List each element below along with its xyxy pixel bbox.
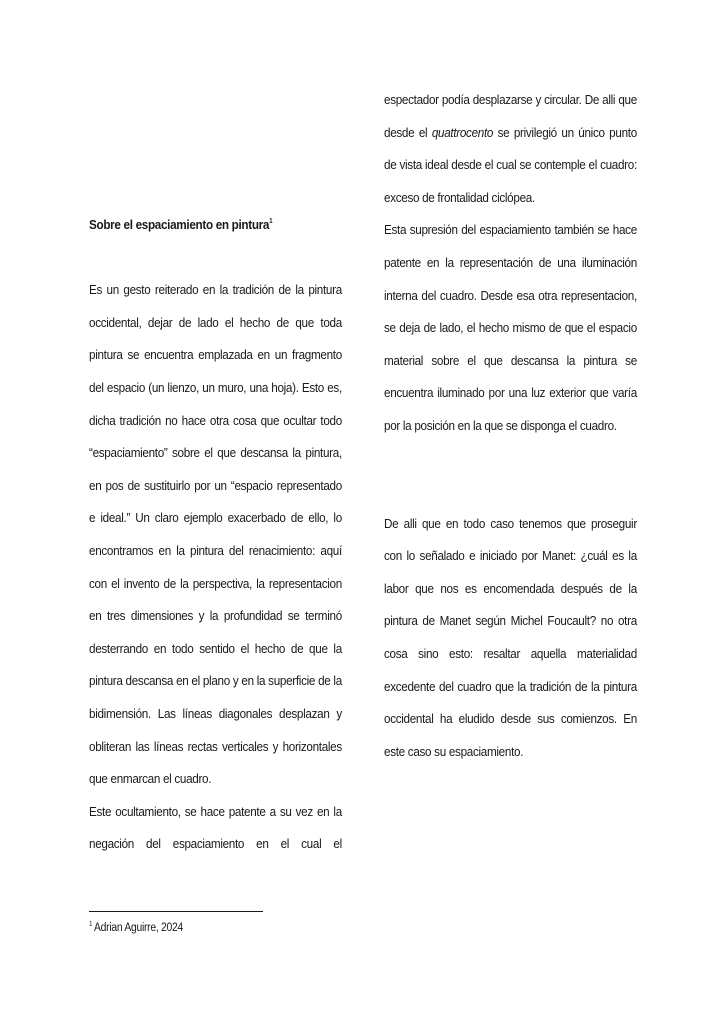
footnote-number: 1	[89, 921, 93, 928]
right-paragraph-1-end: se privilegió un único punto de vista ideal desde el cual se contemple el cuadro: exceso de frontalidad ciclópea.	[384, 124, 637, 205]
left-column	[89, 209, 342, 861]
spacer	[384, 443, 637, 508]
left-paragraph-2: Este ocultamiento, se hace patente a su vez en la negación del espaciamiento en el cual el	[89, 803, 342, 852]
right-paragraph-1	[384, 84, 637, 214]
right-paragraph-1-start: espectador podía desplazarse y circular. De alli que desde el	[384, 92, 637, 140]
section-heading	[89, 209, 342, 242]
footnote	[89, 920, 183, 936]
left-paragraph-1: Es un gesto reiterado en la tradición de la pintura occidental, dejar de lado el hecho de que toda pintura se encuentra emplazada en un fragmento del espacio (un lienzo, un muro, una hoja). Esto es, dicha tradición no hace otra cosa que ocultar todo “espaciamiento” sobre el que descansa la pintura, en pos de sustituirlo por un “espacio representado e ideal.” Un claro ejemplo exacerbado de ello, lo encontramos en la pintura del renacimiento: aquí con el invento de la perspectiva, la representacion en tres dimensiones y la profundidad se terminó desterrando en todo sentido el hecho de que la pintura descansa en el plano y en la superficie de la bidimensión. Las líneas diagonales desplazan y obliteran las líneas rectas verticales y horizontales que enmarcan el cuadro.	[89, 282, 342, 787]
section-heading-text: Sobre el espaciamiento en pintura	[89, 217, 270, 232]
spacer	[89, 242, 342, 275]
right-paragraph-2: Esta supresión del espaciamiento también se hace patente en la representación de una iluminación interna del cuadro. Desde esa otra representacion, se deja de lado, el hecho mismo de que el espacio material sobre el que descansa la pintura se encuentra iluminado por una luz exterior que varía por la posición en la que se disponga el cuadro.	[384, 222, 637, 433]
footnote-divider	[89, 911, 263, 912]
right-paragraph-1-emphasis: quattrocento	[431, 124, 494, 140]
right-paragraph-3: De alli que en todo caso tenemos que proseguir con lo señalado e iniciado por Manet: ¿cuál es la labor que nos es encomendada después de la pintura de Manet según Michel Foucault? no otra cosa sino esto: resaltar aquella materialidad excedente del cuadro que la tradición de la pintura occidental ha eludido desde sus comienzos. En este caso su espaciamiento.	[384, 515, 637, 759]
right-column	[384, 84, 637, 768]
footnote-text: Adrian Aguirre, 2024	[94, 922, 184, 934]
footnote-reference: 1	[269, 218, 273, 225]
